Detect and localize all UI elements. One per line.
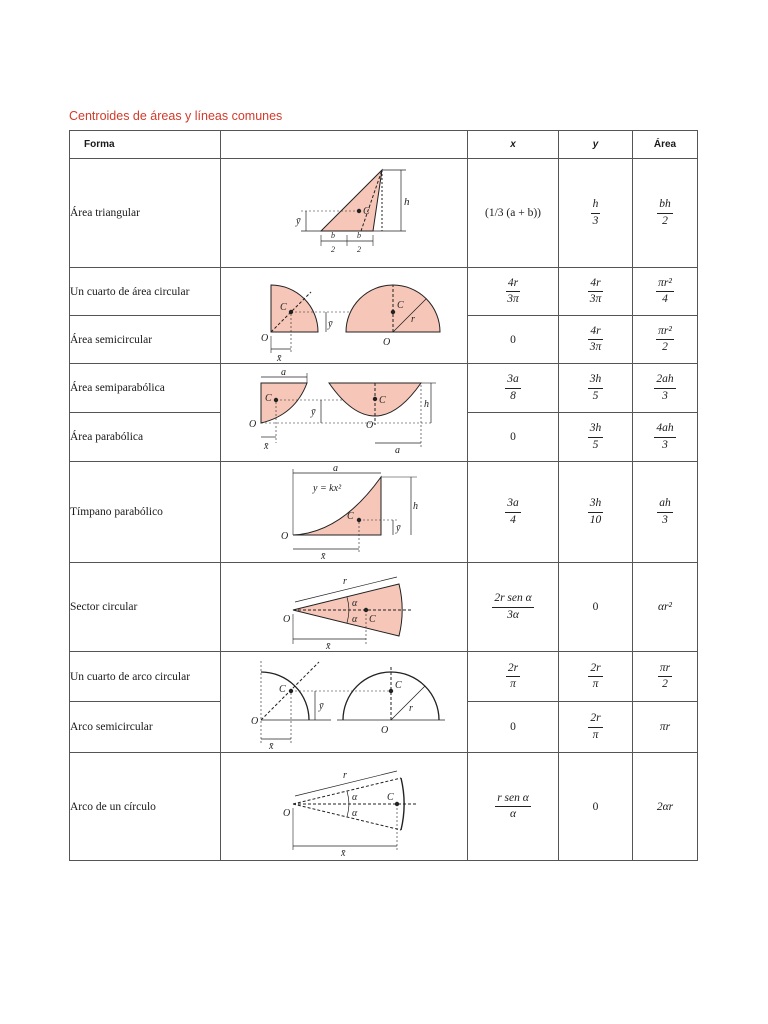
- a-label: a: [281, 366, 286, 378]
- y-denominator: 10: [589, 513, 602, 526]
- area-expression: πr: [659, 721, 671, 733]
- x-value: [468, 652, 559, 702]
- header-y: y: [559, 131, 633, 159]
- header-x: x: [468, 131, 559, 159]
- y-numerator: 4r: [588, 325, 602, 340]
- y-denominator: π: [592, 728, 599, 741]
- area-fraction: [654, 373, 675, 402]
- x-value: [468, 364, 559, 413]
- x-fraction: [492, 592, 533, 621]
- y-denominator: 5: [592, 438, 599, 451]
- centroids-table: [69, 130, 698, 861]
- y-fraction: [588, 277, 602, 306]
- arc-figure-cell: [221, 753, 468, 861]
- area-denominator: 3: [662, 389, 668, 402]
- header-figure: [221, 131, 468, 159]
- area-value: [633, 462, 698, 563]
- x-value: [468, 563, 559, 652]
- alpha-label-1: α: [352, 791, 358, 803]
- y-numerator: 3h: [588, 497, 604, 512]
- y-numerator: 3h: [588, 373, 604, 388]
- centroid-label: C: [397, 299, 404, 311]
- shape-name: Área semiparabólica: [70, 364, 221, 413]
- x-fraction: [505, 373, 521, 402]
- b-label-2: b: [357, 230, 361, 240]
- area-denominator: 2: [662, 214, 668, 227]
- area-denominator: 4: [662, 293, 668, 305]
- table-row: [70, 364, 698, 413]
- header-area: Área: [633, 131, 698, 159]
- alpha-arc: [347, 804, 349, 817]
- x-value: [468, 159, 559, 268]
- parabola-figure-cell: [221, 364, 468, 462]
- area-expression: αr²: [658, 601, 672, 613]
- x-value: [468, 753, 559, 861]
- x-numerator: 2r sen α: [492, 592, 533, 607]
- area-denominator: 2: [662, 678, 668, 690]
- alpha-label-2: α: [352, 613, 358, 625]
- origin-label: O: [383, 336, 391, 348]
- circle-area-figure-cell: [221, 268, 468, 364]
- y-value: [559, 702, 633, 753]
- sector-figure: [221, 564, 466, 651]
- y-value: [559, 462, 633, 563]
- spandrel-figure-cell: [221, 462, 468, 563]
- area-value: [633, 563, 698, 652]
- area-numerator: 4ah: [654, 422, 675, 437]
- y-fraction: [588, 373, 604, 402]
- ybar-label: ȳ: [296, 215, 301, 227]
- x-value: [468, 268, 559, 316]
- two-label-2: 2: [357, 244, 361, 254]
- ybar-label: ȳ: [311, 406, 316, 418]
- x-fraction: [506, 662, 520, 691]
- x-value: [468, 702, 559, 753]
- x-denominator: 3α: [507, 608, 519, 621]
- x-numerator: r sen α: [495, 792, 531, 807]
- area-numerator: bh: [657, 198, 673, 213]
- x-numerator: 3a: [505, 373, 521, 388]
- a-label: a: [333, 462, 338, 474]
- circle-area-figure: [221, 269, 466, 363]
- x-value: [468, 413, 559, 462]
- origin-label: O: [283, 613, 291, 625]
- y-denominator: π: [592, 678, 599, 690]
- r-label: r: [343, 575, 347, 587]
- area-numerator: πr: [658, 662, 672, 677]
- y-numerator: 3h: [588, 422, 604, 437]
- origin-label: O: [261, 332, 269, 344]
- area-value: [633, 652, 698, 702]
- x-expression: (1/3 (a + b)): [485, 207, 541, 219]
- y-numerator: 2r: [588, 712, 602, 727]
- x-numerator: 2r: [506, 662, 520, 677]
- arcs-figure-cell: [221, 652, 468, 753]
- table-row: [70, 268, 698, 316]
- area-value: [633, 364, 698, 413]
- y-fraction: [588, 422, 604, 451]
- y-value: [559, 159, 633, 268]
- y-fraction: [588, 662, 602, 691]
- origin-label: O: [381, 725, 389, 736]
- radius-line: [391, 686, 425, 720]
- origin-label: O: [283, 807, 291, 819]
- y-expression: 0: [592, 601, 599, 613]
- sector-figure-cell: [221, 563, 468, 652]
- area-value: [633, 268, 698, 316]
- area-denominator: 3: [662, 438, 668, 451]
- triangle-figure: [221, 160, 466, 267]
- y-denominator: 5: [592, 389, 599, 402]
- alpha-label-2: α: [352, 807, 358, 819]
- a-label-2: a: [395, 444, 400, 456]
- alpha-arc: [347, 791, 349, 804]
- h-label: h: [413, 500, 418, 512]
- table-row: [70, 563, 698, 652]
- x-denominator: 3π: [507, 293, 519, 305]
- x-denominator: 8: [510, 389, 516, 402]
- origin-label: O: [251, 716, 259, 727]
- y-fraction: [591, 198, 601, 227]
- area-value: [633, 413, 698, 462]
- shape-name: Sector circular: [70, 563, 221, 652]
- x-denominator: π: [510, 678, 516, 690]
- y-numerator: 2r: [588, 662, 602, 677]
- x-expression: 0: [510, 333, 516, 346]
- radius-label: r: [409, 703, 413, 714]
- centroid-dot: [391, 309, 395, 313]
- table-header-row: [70, 131, 698, 159]
- y-numerator: h: [591, 198, 601, 213]
- centroid-dot: [395, 801, 399, 805]
- xbar-label: x̄: [321, 550, 326, 562]
- centroid-label: C: [347, 510, 354, 522]
- header-forma: Forma: [70, 131, 221, 159]
- area-denominator: 2: [662, 341, 668, 353]
- x-denominator: 4: [510, 513, 516, 526]
- y-value: [559, 753, 633, 861]
- origin-label: O: [249, 418, 257, 430]
- area-fraction: [656, 277, 674, 306]
- table-row: [70, 753, 698, 861]
- y-fraction: [588, 325, 602, 354]
- x-numerator: 4r: [506, 277, 520, 292]
- parabola-figure: [221, 365, 466, 461]
- radius-label: r: [411, 313, 415, 325]
- arc-shape: [401, 778, 404, 830]
- centroid-label: C: [280, 301, 287, 313]
- y-value: [559, 268, 633, 316]
- arc-figure: [221, 754, 466, 860]
- area-numerator: 2ah: [654, 373, 675, 388]
- x-expression: 0: [510, 721, 516, 733]
- table-row: [70, 462, 698, 563]
- area-value: [633, 316, 698, 364]
- origin-label: O: [366, 419, 374, 431]
- centroid-label: C: [363, 205, 370, 217]
- x-expression: 0: [510, 431, 516, 443]
- b-label-1: b: [331, 230, 335, 240]
- ybar-label: ȳ: [328, 318, 333, 330]
- y-value: [559, 652, 633, 702]
- centroid-label: C: [387, 791, 394, 803]
- arcs-figure: [221, 653, 466, 751]
- shape-name: Un cuarto de arco circular: [70, 652, 221, 702]
- area-numerator: ah: [657, 497, 673, 512]
- x-fraction: [505, 497, 521, 526]
- h-label: h: [424, 398, 429, 410]
- table-row: [70, 159, 698, 268]
- area-value: [633, 702, 698, 753]
- area-expression: 2αr: [656, 800, 674, 813]
- x-fraction: [495, 792, 531, 821]
- xbar-label: x̄: [269, 741, 274, 751]
- y-denominator: 3: [592, 214, 599, 227]
- x-numerator: 3a: [505, 497, 521, 512]
- y-value: [559, 563, 633, 652]
- spandrel-figure: [221, 463, 466, 562]
- shape-name: Área semicircular: [70, 316, 221, 364]
- centroid-label: C: [395, 680, 402, 691]
- area-numerator: πr²: [656, 277, 674, 292]
- area-fraction: [654, 422, 675, 451]
- y-fraction: [588, 712, 602, 741]
- x-value: [468, 462, 559, 563]
- y-value: [559, 364, 633, 413]
- centroid-label: C: [265, 392, 272, 404]
- curve-equation: y = kx²: [313, 482, 342, 494]
- shape-name: Arco de un círculo: [70, 753, 221, 861]
- page-title: Centroides de áreas y líneas comunes: [69, 109, 283, 123]
- x-denominator: α: [509, 808, 517, 820]
- xbar-label: x̄: [264, 440, 269, 452]
- two-label-1: 2: [331, 244, 335, 254]
- area-numerator: πr²: [656, 325, 674, 340]
- area-fraction: [657, 497, 673, 526]
- xbar-label: x̄: [277, 352, 282, 363]
- x-value: [468, 316, 559, 364]
- r-label: r: [343, 769, 347, 781]
- ybar-label: ȳ: [319, 701, 324, 712]
- area-value: [633, 159, 698, 268]
- shape-name: Área parabólica: [70, 413, 221, 462]
- area-fraction: [657, 198, 673, 227]
- centroid-dot: [389, 689, 393, 693]
- x-fraction: [506, 277, 520, 306]
- triangle-figure-cell: [221, 159, 468, 268]
- centroid-dot: [373, 396, 377, 400]
- centroid-label: C: [369, 613, 376, 625]
- area-denominator: 3: [662, 513, 668, 526]
- y-value: [559, 413, 633, 462]
- y-fraction: [588, 497, 604, 526]
- shape-name: Arco semicircular: [70, 702, 221, 753]
- y-numerator: 4r: [588, 277, 602, 292]
- origin-label: O: [281, 530, 289, 542]
- centroid-label: C: [279, 684, 286, 695]
- centroid-label: C: [379, 394, 386, 406]
- area-fraction: [656, 325, 674, 354]
- y-denominator: 3π: [589, 341, 602, 353]
- y-denominator: 3π: [589, 293, 602, 305]
- area-value: [633, 753, 698, 861]
- h-label: h: [404, 195, 410, 208]
- shape-name: Un cuarto de área circular: [70, 268, 221, 316]
- shape-name: Área triangular: [70, 159, 221, 268]
- area-fraction: [658, 662, 672, 691]
- y-expression: 0: [592, 800, 599, 813]
- triangle-shape: [321, 170, 382, 231]
- xbar-label: x̄: [341, 847, 346, 859]
- xbar-label: x̄: [326, 640, 331, 651]
- centroid-dot: [364, 607, 368, 611]
- table-row: [70, 652, 698, 702]
- ybar-label: ȳ: [396, 522, 401, 534]
- shape-name: Tímpano parabólico: [70, 462, 221, 563]
- y-value: [559, 316, 633, 364]
- alpha-label-1: α: [352, 597, 358, 609]
